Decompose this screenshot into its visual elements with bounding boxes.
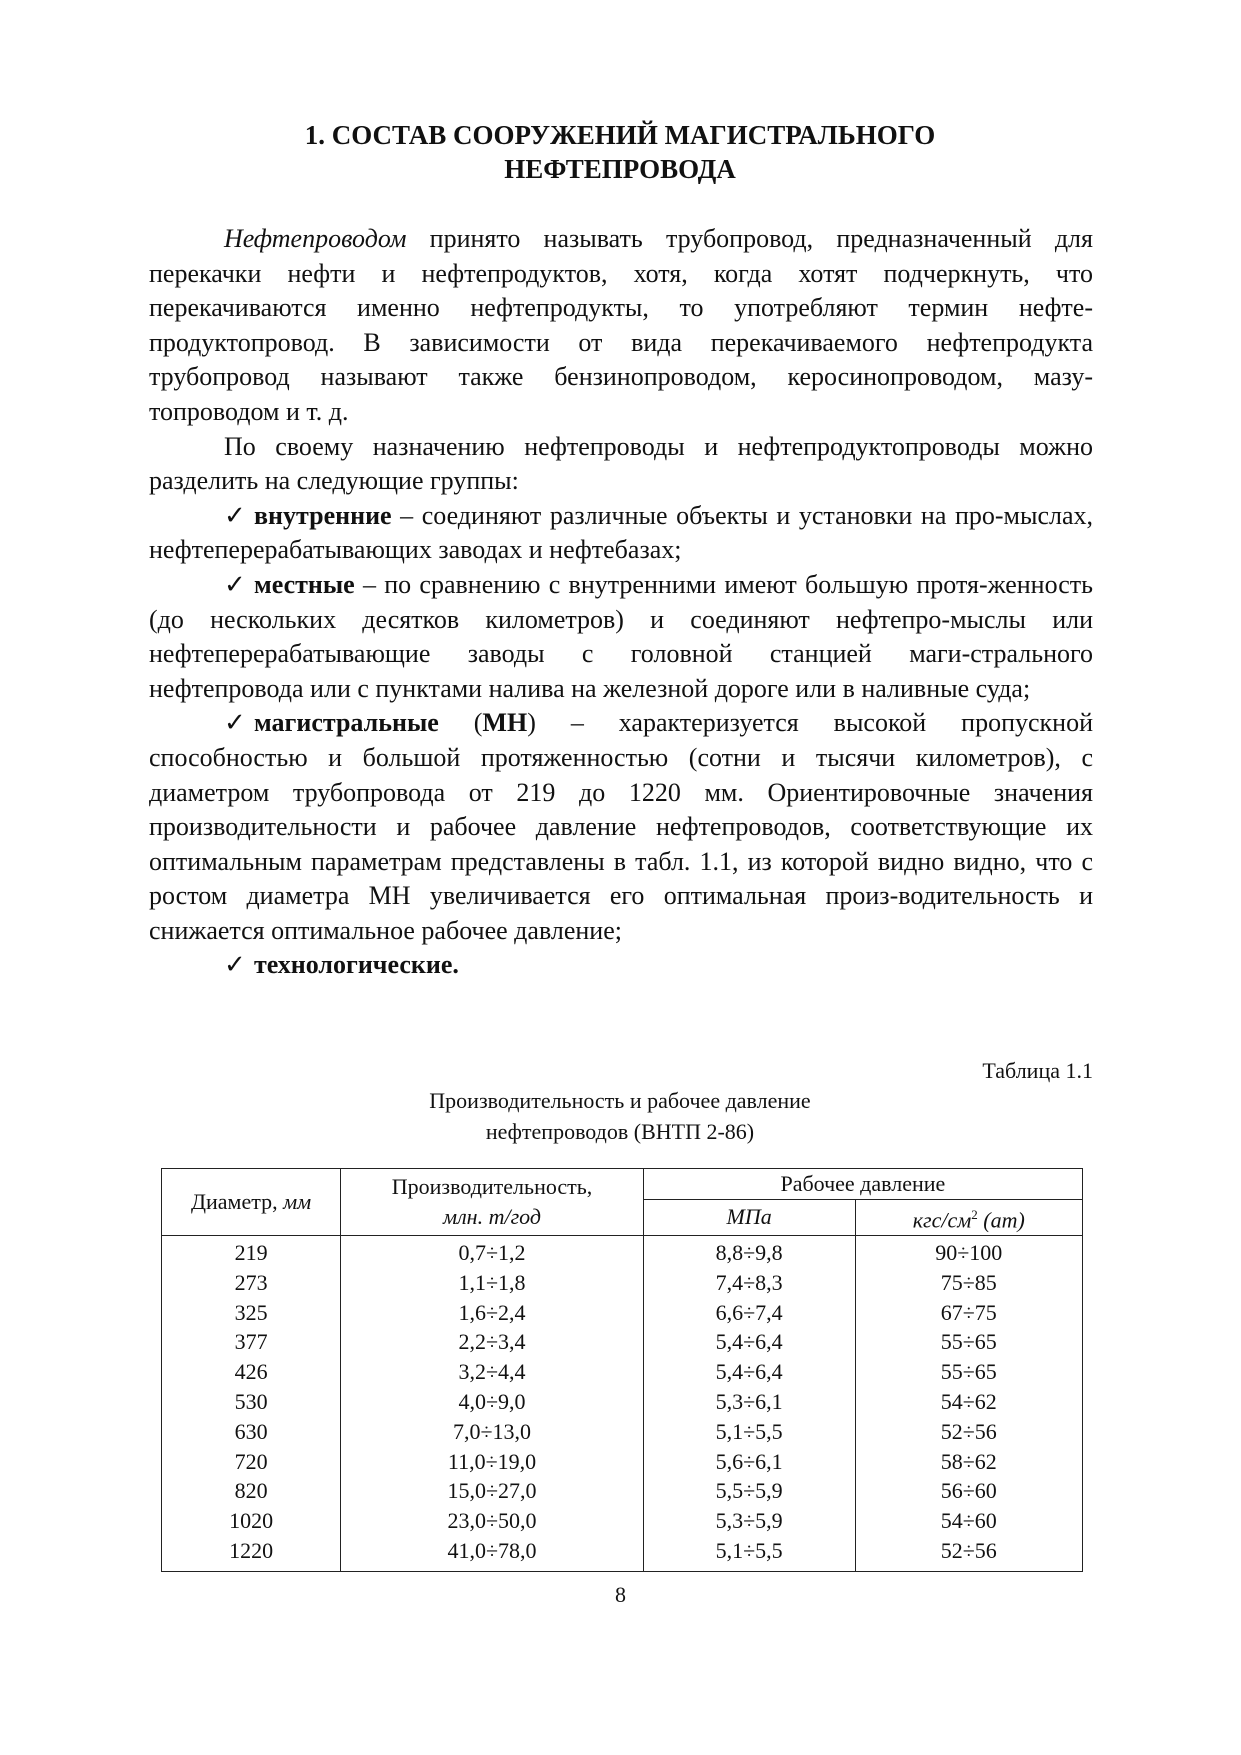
cell-pressure-kgs: 67÷75	[855, 1298, 1082, 1328]
intro-paragraph	[149, 222, 1093, 430]
checkmark-icon: ✓	[224, 708, 246, 738]
abbr-close: )	[527, 708, 536, 738]
cell-capacity: 0,7÷1,2	[341, 1235, 644, 1267]
group-item-local	[149, 568, 1093, 706]
header-diameter	[162, 1169, 341, 1236]
group-abbr: МН	[482, 708, 528, 738]
header-capacity-label: Производительность,	[391, 1174, 593, 1200]
groups-intro-paragraph: По своему назначению нефтепроводы и нефтепродуктопроводы можно разделить на следующие группы:	[149, 431, 1093, 496]
cell-pressure-kgs: 54÷62	[855, 1387, 1082, 1417]
cell-diameter: 325	[162, 1298, 341, 1328]
cell-capacity: 2,2÷3,4	[341, 1327, 644, 1357]
table-caption	[150, 1085, 1090, 1147]
header-diameter-unit: мм	[283, 1189, 312, 1215]
table-row	[162, 1357, 1083, 1387]
group-item-internal	[149, 499, 1093, 568]
group-name: технологические.	[254, 950, 459, 980]
cell-pressure-kgs: 52÷56	[855, 1417, 1082, 1447]
cell-pressure-mpa: 7,4÷8,3	[643, 1268, 855, 1298]
abbr-open: (	[438, 708, 483, 738]
table-row	[162, 1235, 1083, 1267]
group-item-technological	[149, 948, 1093, 983]
cell-diameter: 720	[162, 1447, 341, 1477]
cell-pressure-mpa: 5,4÷6,4	[643, 1327, 855, 1357]
cell-diameter: 820	[162, 1476, 341, 1506]
cell-capacity: 7,0÷13,0	[341, 1417, 644, 1447]
table-row	[162, 1327, 1083, 1357]
section-title-line-1: 1. СОСТАВ СООРУЖЕНИЙ МАГИСТРАЛЬНОГО	[304, 120, 936, 150]
cell-pressure-mpa: 5,1÷5,5	[643, 1417, 855, 1447]
checkmark-icon: ✓	[224, 950, 246, 980]
cell-pressure-mpa: 5,3÷6,1	[643, 1387, 855, 1417]
cell-diameter: 219	[162, 1235, 341, 1267]
intro-text: принято называть трубопровод, предназначенный для перекачки нефти и нефтепродуктов, хотя, когда хотят подчеркнуть, что перекачиваются именно нефтепродукты, то употребляют термин нефте-продуктопровод. В зависимости от вида перекачиваемого нефтепродукта трубопровод называют также бензинопроводом, керосинопроводом, мазу-топроводом и т. д.	[149, 224, 1093, 426]
cell-pressure-kgs: 75÷85	[855, 1268, 1082, 1298]
cell-diameter: 530	[162, 1387, 341, 1417]
table-row	[162, 1268, 1083, 1298]
cell-diameter: 426	[162, 1357, 341, 1387]
header-pressure-kgs-label: кгс/см	[912, 1207, 972, 1233]
table-row	[162, 1387, 1083, 1417]
section-title	[150, 118, 1090, 186]
checkmark-icon: ✓	[224, 500, 246, 530]
cell-pressure-mpa: 6,6÷7,4	[643, 1298, 855, 1328]
checkmark-icon: ✓	[224, 569, 246, 599]
cell-capacity: 3,2÷4,4	[341, 1357, 644, 1387]
cell-capacity: 23,0÷50,0	[341, 1506, 644, 1536]
cell-diameter: 1220	[162, 1536, 341, 1571]
header-pressure-mpa-label: МПа	[726, 1204, 772, 1230]
cell-pressure-kgs: 56÷60	[855, 1476, 1082, 1506]
intro-term: Нефтепроводом	[224, 224, 407, 253]
header-capacity-unit: млн. т/год	[443, 1203, 541, 1229]
cell-pressure-kgs: 55÷65	[855, 1357, 1082, 1387]
cell-diameter: 377	[162, 1327, 341, 1357]
table-row	[162, 1417, 1083, 1447]
cell-capacity: 1,6÷2,4	[341, 1298, 644, 1328]
cell-pressure-mpa: 8,8÷9,8	[643, 1235, 855, 1267]
cell-diameter: 630	[162, 1417, 341, 1447]
group-name: магистральные	[254, 708, 439, 738]
table-caption-line-2: нефтепроводов (ВНТП 2-86)	[485, 1119, 755, 1144]
cell-capacity: 11,0÷19,0	[341, 1447, 644, 1477]
header-pressure-mpa	[643, 1199, 855, 1235]
body-text	[149, 222, 1093, 983]
group-name: местные	[254, 569, 355, 599]
header-pressure: Рабочее давление	[643, 1169, 1082, 1200]
cell-capacity: 15,0÷27,0	[341, 1476, 644, 1506]
group-item-trunk	[149, 706, 1093, 948]
header-pressure-kgs-superscript: 2	[971, 1206, 978, 1222]
table-row	[162, 1447, 1083, 1477]
cell-capacity: 41,0÷78,0	[341, 1536, 644, 1571]
pipeline-parameters-table	[161, 1168, 1083, 1572]
table-row	[162, 1536, 1083, 1571]
cell-pressure-kgs: 90÷100	[855, 1235, 1082, 1267]
group-description: – по сравнению с внутренними имеют большую протя-женность (до нескольких десятков километров) и соединяют нефтепро-мыслы или нефтеперерабатывающие заводы с головной станцией маги-стрального нефтепровода или с пунктами налива на железной дороге или в наливные суда;	[149, 569, 1093, 703]
table-body	[162, 1235, 1083, 1571]
header-capacity	[341, 1169, 644, 1236]
table-number: Таблица 1.1	[982, 1058, 1093, 1083]
cell-pressure-kgs: 54÷60	[855, 1506, 1082, 1536]
group-description: – соединяют различные объекты и установки на про-мыслах, нефтеперерабатывающих заводах и нефтебазах;	[149, 500, 1093, 565]
cell-pressure-mpa: 5,4÷6,4	[643, 1357, 855, 1387]
group-description: – характеризуется высокой пропускной способностью и большой протяженностью (сотни и тысячи километров), с диаметром трубопровода от 219 до 1220 мм. Ориентировочные значения производительности и рабочее давление нефтепроводов, соответствующие их оптимальным параметрам представлены в табл. 1.1, из которой видно видно, что с ростом диаметра МН увеличивается его оптимальная произ-водительность и снижается оптимальное рабочее давление;	[149, 708, 1093, 945]
cell-pressure-kgs: 55÷65	[855, 1327, 1082, 1357]
header-pressure-kgs	[855, 1199, 1082, 1235]
cell-pressure-mpa: 5,6÷6,1	[643, 1447, 855, 1477]
page-number: 8	[615, 1582, 626, 1607]
header-diameter-label: Диаметр,	[191, 1189, 284, 1215]
table-row	[162, 1298, 1083, 1328]
cell-pressure-mpa: 5,3÷5,9	[643, 1506, 855, 1536]
table-row	[162, 1506, 1083, 1536]
cell-capacity: 1,1÷1,8	[341, 1268, 644, 1298]
section-title-line-2: НЕФТЕПРОВОДА	[504, 154, 736, 184]
table-row	[162, 1476, 1083, 1506]
cell-pressure-kgs: 52÷56	[855, 1536, 1082, 1571]
cell-pressure-mpa: 5,5÷5,9	[643, 1476, 855, 1506]
cell-capacity: 4,0÷9,0	[341, 1387, 644, 1417]
cell-pressure-mpa: 5,1÷5,5	[643, 1536, 855, 1571]
group-name: внутренние	[254, 500, 392, 530]
cell-diameter: 273	[162, 1268, 341, 1298]
cell-diameter: 1020	[162, 1506, 341, 1536]
cell-pressure-kgs: 58÷62	[855, 1447, 1082, 1477]
header-pressure-at-label: (ат)	[977, 1207, 1025, 1233]
table-caption-line-1: Производительность и рабочее давление	[429, 1088, 811, 1113]
